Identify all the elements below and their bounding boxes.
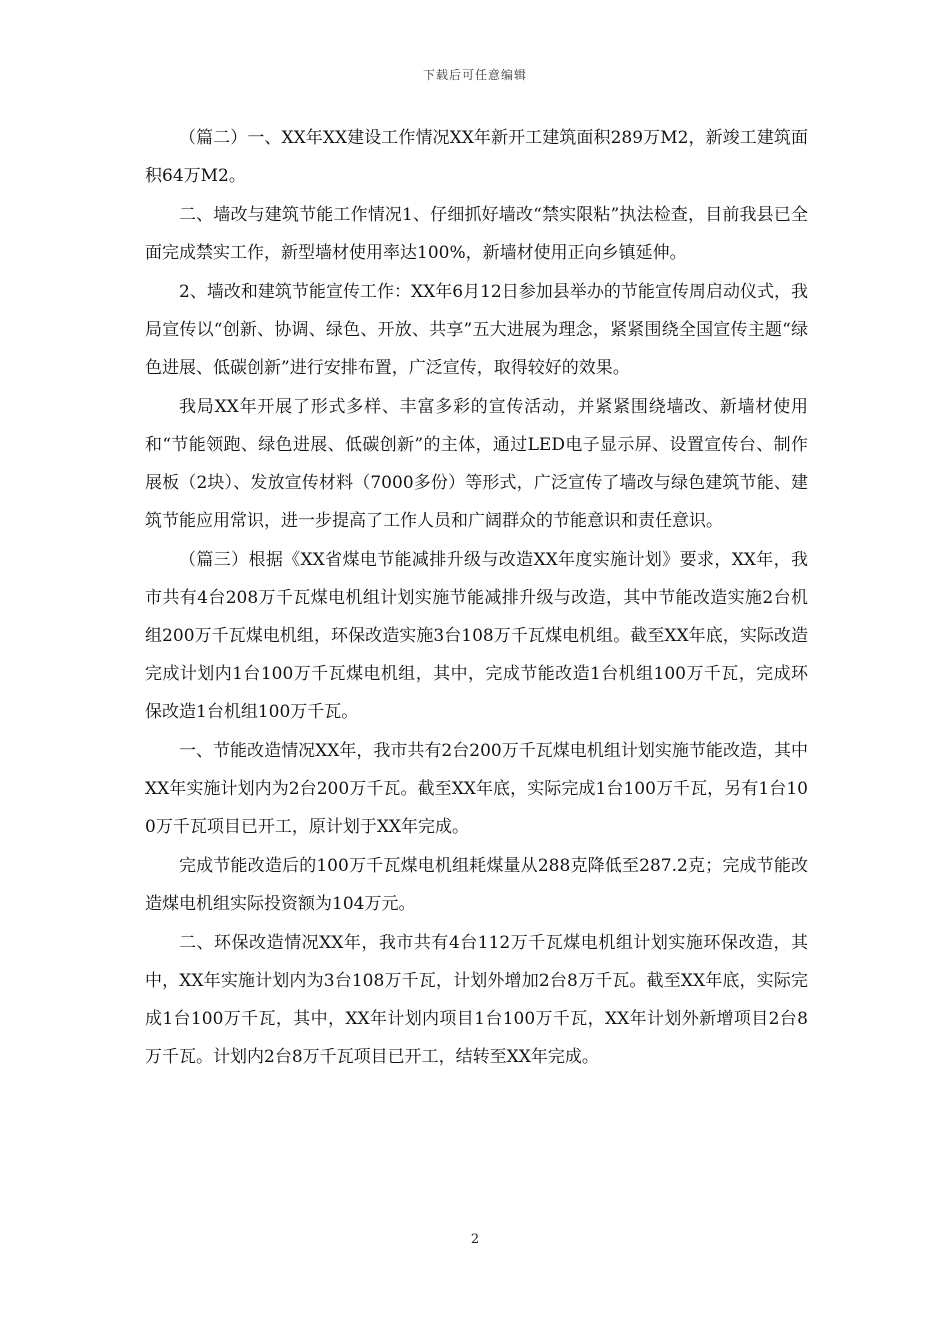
document-body <box>145 119 808 1077</box>
paragraph-3: 2、墙改和建筑节能宣传工作：XX年6月12日参加县举办的节能宣传周启动仪式，我局宣传以“创新、协调、绿色、开放、共享”五大进展为理念，紧紧围绕全国宣传主题“绿色进展、低碳创新”进行安排布置，广泛宣传，取得较好的效果。 <box>145 282 808 378</box>
paragraph-1: （篇二）一、XX年XX建设工作情况XX年新开工建筑面积289万M2，新竣工建筑面积64万M2。 <box>145 128 808 186</box>
paragraph-7: 完成节能改造后的100万千瓦煤电机组耗煤量从288克降低至287.2克；完成节能改造煤电机组实际投资额为104万元。 <box>145 856 808 914</box>
paragraph-4: 我局XX年开展了形式多样、丰富多彩的宣传活动，并紧紧围绕墙改、新墙材使用和“节能领跑、绿色进展、低碳创新”的主体，通过LED电子显示屏、设置宣传台、制作展板（2块）、发放宣传材料（7000多份）等形式，广泛宣传了墙改与绿色建筑节能、建筑节能应用常识，进一步提高了工作人员和广阔群众的节能意识和责任意识。 <box>145 397 808 531</box>
paragraph-2: 二、墙改与建筑节能工作情况1、仔细抓好墙改“禁实限粘”执法检查，目前我县已全面完成禁实工作，新型墙材使用率达100%，新墙材使用正向乡镇延伸。 <box>145 205 808 263</box>
page-header: 下载后可任意编辑 <box>422 68 527 82</box>
paragraph-8: 二、环保改造情况XX年，我市共有4台112万千瓦煤电机组计划实施环保改造，其中，XX年实施计划内为3台108万千瓦，计划外增加2台8万千瓦。截至XX年底，实际完成1台100万千瓦，其中，XX年计划内项目1台100万千瓦，XX年计划外新增项目2台8万千瓦。计划内2台8万千瓦项目已开工，结转至XX年完成。 <box>145 933 808 1067</box>
paragraph-6: 一、节能改造情况XX年，我市共有2台200万千瓦煤电机组计划实施节能改造，其中XX年实施计划内为2台200万千瓦。截至XX年底，实际完成1台100万千瓦，另有1台100万千瓦项目已开工，原计划于XX年完成。 <box>145 741 808 837</box>
paragraph-5: （篇三）根据《XX省煤电节能减排升级与改造XX年度实施计划》要求，XX年，我市共有4台208万千瓦煤电机组计划实施节能减排升级与改造，其中节能改造实施2台机组200万千瓦煤电机组，环保改造实施3台108万千瓦煤电机组。截至XX年底，实际改造完成计划内1台100万千瓦煤电机组，其中，完成节能改造1台机组100万千瓦，完成环保改造1台机组100万千瓦。 <box>145 550 808 722</box>
page-number: 2 <box>470 1232 480 1247</box>
